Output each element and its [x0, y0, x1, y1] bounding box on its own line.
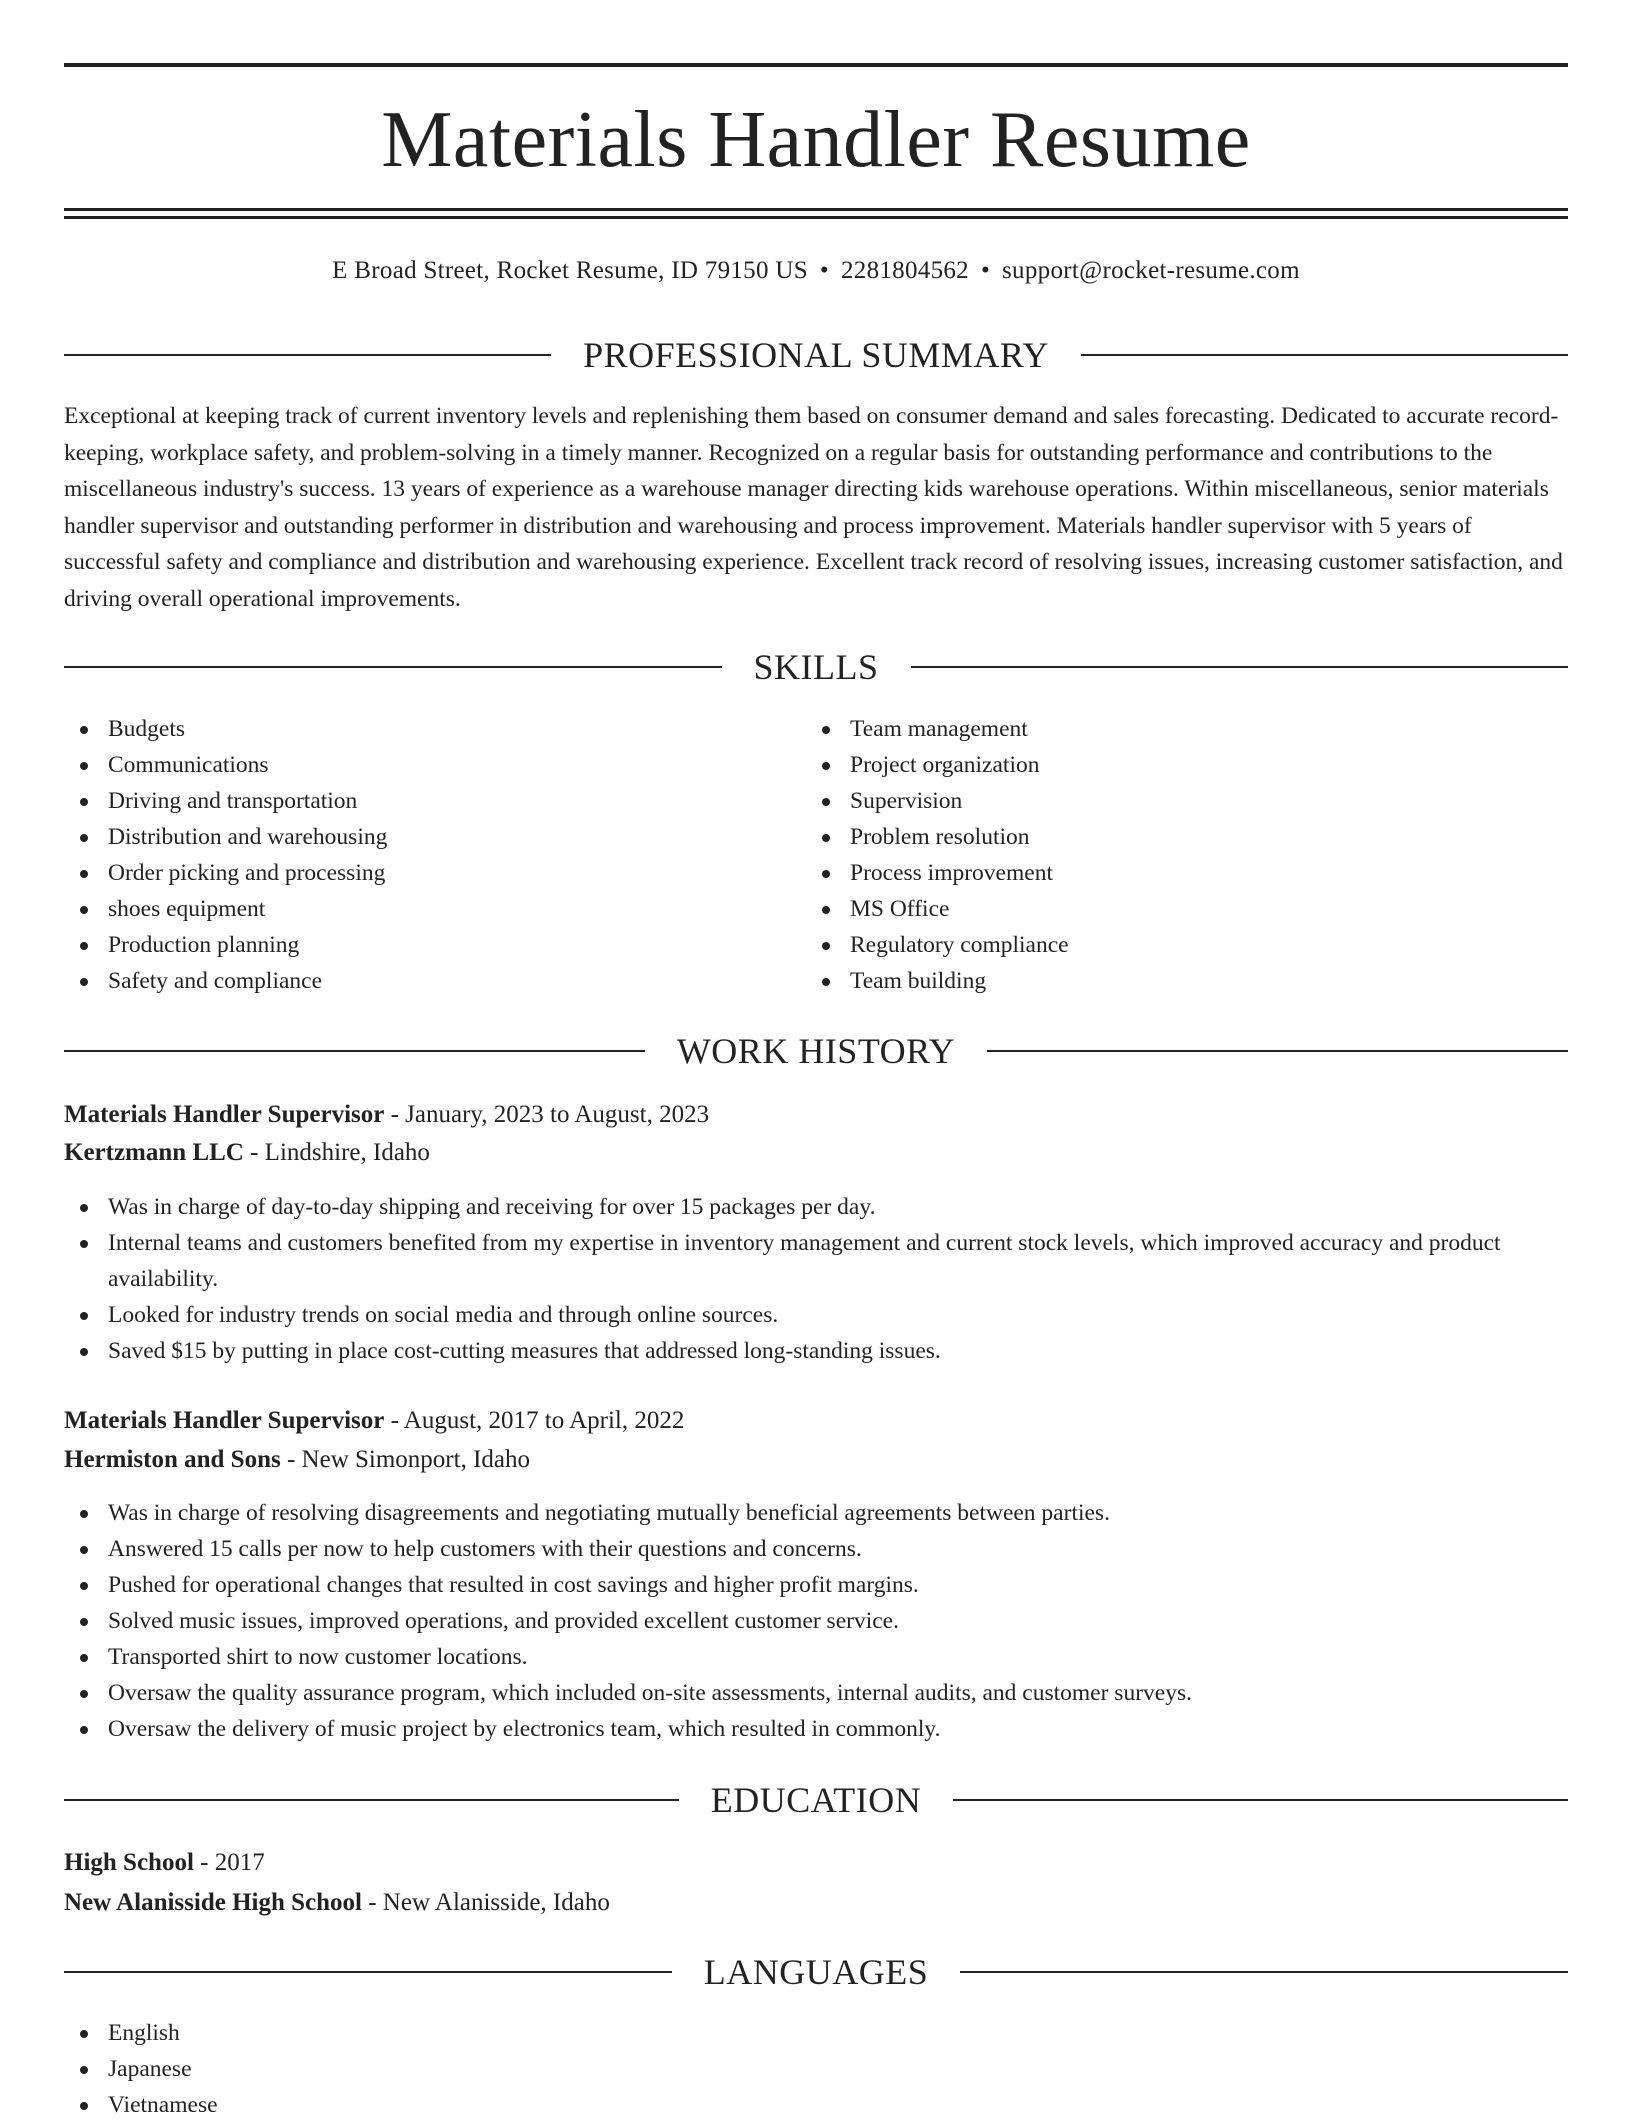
section-header-work — [64, 1029, 1568, 1073]
job-company-line — [64, 1441, 1568, 1479]
job-bullet — [64, 1639, 1568, 1675]
title-rule-lower — [64, 216, 1568, 219]
bullet-icon — [80, 762, 88, 770]
skill-label: Distribution and warehousing — [108, 824, 388, 850]
education-location: - New Alanisside, Idaho — [361, 1889, 610, 1916]
section-rule — [953, 1799, 1568, 1801]
bullet-icon — [822, 798, 830, 806]
bullet-icon — [822, 726, 830, 734]
skill-label: Communications — [108, 752, 269, 778]
job-bullet — [64, 1567, 1568, 1603]
contact-line — [64, 253, 1568, 289]
bullet-icon — [822, 834, 830, 842]
job-bullet-text: Was in charge of day-to-day shipping and receiving for over 15 packages per day. — [108, 1194, 876, 1220]
bullet-icon — [80, 1510, 88, 1518]
section-rule — [960, 1971, 1568, 1973]
bullet-icon — [80, 906, 88, 914]
bullet-icon — [80, 726, 88, 734]
skill-label: Budgets — [108, 716, 186, 742]
job-bullet — [64, 1225, 1568, 1297]
job-company-line — [64, 1134, 1568, 1172]
skill-item — [64, 963, 804, 999]
section-rule — [64, 1799, 679, 1801]
job-dates: - August, 2017 to April, 2022 — [384, 1407, 685, 1434]
job-dates: - January, 2023 to August, 2023 — [384, 1101, 710, 1128]
education-year: - 2017 — [193, 1849, 265, 1876]
job-bullet-text: Oversaw the quality assurance program, which included on-site assessments, internal audits, and customer surveys. — [108, 1680, 1192, 1706]
skill-item — [806, 891, 1546, 927]
skill-item — [64, 927, 804, 963]
skill-label: Order picking and processing — [108, 860, 386, 886]
skill-label: Project organization — [850, 752, 1040, 778]
bullet-icon — [822, 762, 830, 770]
job-company: Hermiston and Sons — [64, 1446, 281, 1473]
section-header-languages — [64, 1950, 1568, 1994]
section-header-education — [64, 1778, 1568, 1822]
section-title-summary: PROFESSIONAL SUMMARY — [583, 335, 1049, 375]
language-item — [64, 2087, 1568, 2123]
job-bullet — [64, 1333, 1568, 1369]
job-title: Materials Handler Supervisor — [64, 1407, 385, 1434]
job-bullet — [64, 1531, 1568, 1567]
skills-list-right — [806, 711, 1546, 999]
skill-item — [806, 963, 1546, 999]
skill-item — [64, 819, 804, 855]
skill-label: MS Office — [850, 896, 950, 922]
skill-item — [64, 711, 804, 747]
contact-separator: • — [819, 257, 829, 284]
job-bullet-text: Solved music issues, improved operations, and provided excellent customer service. — [108, 1608, 899, 1634]
section-rule — [64, 1050, 645, 1052]
education-school: New Alanisside High School — [64, 1889, 362, 1916]
job-bullet-text: Saved $15 by putting in place cost-cutting measures that addressed long-standing issues. — [108, 1338, 941, 1364]
job-title: Materials Handler Supervisor — [64, 1101, 385, 1128]
job-bullet-text: Pushed for operational changes that resulted in cost savings and higher profit margins. — [108, 1572, 919, 1598]
bullet-icon — [80, 978, 88, 986]
bullet-icon — [80, 1690, 88, 1698]
section-title-skills: SKILLS — [753, 647, 879, 687]
contact-email: support@rocket-resume.com — [1002, 257, 1300, 284]
bullet-icon — [822, 906, 830, 914]
bullet-icon — [80, 1654, 88, 1662]
bullet-icon — [80, 942, 88, 950]
job-bullet — [64, 1297, 1568, 1333]
bullet-icon — [80, 1348, 88, 1356]
education-degree: High School — [64, 1849, 194, 1876]
section-rule — [987, 1050, 1568, 1052]
job-bullet-text: Oversaw the delivery of music project by electronics team, which resulted in commonly. — [108, 1716, 941, 1742]
job-bullet — [64, 1675, 1568, 1711]
bullet-icon — [80, 2102, 88, 2110]
job-bullet-text: Was in charge of resolving disagreements and negotiating mutually beneficial agreements between parties. — [108, 1500, 1110, 1526]
skill-label: Team building — [850, 968, 987, 994]
language-item — [64, 2015, 1568, 2051]
contact-address: E Broad Street, Rocket Resume, ID 79150 US — [332, 257, 808, 284]
bullet-icon — [80, 834, 88, 842]
skill-label: Team management — [850, 716, 1028, 742]
skill-item — [64, 855, 804, 891]
skill-item — [806, 855, 1546, 891]
section-rule — [1081, 354, 1568, 356]
job-company: Kertzmann LLC — [64, 1139, 244, 1166]
top-rule — [64, 63, 1568, 67]
summary-text: Exceptional at keeping track of current inventory levels and replenishing them based on consumer demand and sales forecasting. Dedicated to accurate record-keeping, workplace safety, and problem-solving in a timely manner. Recognized on a regular basis for outstanding performance and contributions to the miscellaneous industry's success. 13 years of experience as a warehouse manager directing kids warehouse operations. Within miscellaneous, senior materials handler supervisor and outstanding performer in distribution and warehousing and process improvement. Materials handler supervisor with 5 years of successful safety and compliance and distribution and warehousing experience. Excellent track record of resolving issues, increasing customer satisfaction, and driving overall operational improvements. — [64, 403, 1563, 612]
job-bullet-text: Answered 15 calls per now to help customers with their questions and concerns. — [108, 1536, 862, 1562]
section-header-skills — [64, 645, 1568, 689]
job-bullet-text: Transported shirt to now customer locations. — [108, 1644, 528, 1670]
job-location: - Lindshire, Idaho — [243, 1139, 430, 1166]
skills-list-left — [64, 711, 804, 999]
skill-item — [64, 891, 804, 927]
language-label: Japanese — [108, 2056, 192, 2082]
language-label: Vietnamese — [108, 2092, 218, 2118]
job-bullet — [64, 1495, 1568, 1531]
skill-label: Problem resolution — [850, 824, 1030, 850]
bullet-icon — [80, 1240, 88, 1248]
bullet-icon — [822, 978, 830, 986]
bullet-icon — [80, 798, 88, 806]
job-title-line — [64, 1096, 1568, 1134]
skill-label: Production planning — [108, 932, 300, 958]
skill-item — [806, 927, 1546, 963]
skill-label: Process improvement — [850, 860, 1053, 886]
title-rule-upper — [64, 208, 1568, 211]
bullet-icon — [822, 870, 830, 878]
section-rule — [64, 1971, 672, 1973]
job-bullet — [64, 1189, 1568, 1225]
bullet-icon — [80, 2030, 88, 2038]
section-rule — [64, 354, 551, 356]
bullet-icon — [80, 1582, 88, 1590]
skill-label: shoes equipment — [108, 896, 266, 922]
resume-title: Materials Handler Resume — [381, 96, 1251, 184]
bullet-icon — [822, 942, 830, 950]
skill-item — [64, 747, 804, 783]
job-bullet-text: Internal teams and customers benefited from my expertise in inventory management and current stock levels, which improved accuracy and product availability. — [108, 1230, 1501, 1292]
skill-item — [806, 819, 1546, 855]
contact-separator: • — [980, 257, 991, 284]
job-bullets — [64, 1495, 1568, 1747]
bullet-icon — [80, 870, 88, 878]
skill-label: Supervision — [850, 788, 963, 814]
bullet-icon — [80, 1312, 88, 1320]
section-title-languages: LANGUAGES — [703, 1952, 929, 1992]
job-bullet — [64, 1603, 1568, 1639]
section-title-education: EDUCATION — [710, 1780, 922, 1820]
education-school-line — [64, 1884, 1568, 1922]
bullet-icon — [80, 1204, 88, 1212]
job-location: - New Simonport, Idaho — [280, 1446, 530, 1473]
skill-item — [806, 747, 1546, 783]
skill-label: Safety and compliance — [108, 968, 323, 994]
job-bullet — [64, 1711, 1568, 1747]
education-degree-line — [64, 1844, 1568, 1882]
bullet-icon — [80, 1618, 88, 1626]
section-header-summary — [64, 333, 1568, 377]
section-rule — [64, 666, 722, 668]
section-rule — [911, 666, 1569, 668]
skill-item — [806, 711, 1546, 747]
job-bullets — [64, 1189, 1568, 1369]
contact-phone: 2281804562 — [840, 257, 969, 284]
section-title-work: WORK HISTORY — [676, 1031, 956, 1071]
job-title-line — [64, 1402, 1568, 1440]
languages-list — [64, 2015, 1568, 2123]
skill-label: Regulatory compliance — [850, 932, 1069, 958]
language-label: English — [108, 2020, 180, 2046]
job-bullet-text: Looked for industry trends on social media and through online sources. — [108, 1302, 779, 1328]
bullet-icon — [80, 1546, 88, 1554]
bullet-icon — [80, 1726, 88, 1734]
skill-item — [64, 783, 804, 819]
skill-label: Driving and transportation — [108, 788, 358, 814]
language-item — [64, 2051, 1568, 2087]
skill-item — [806, 783, 1546, 819]
bullet-icon — [80, 2066, 88, 2074]
